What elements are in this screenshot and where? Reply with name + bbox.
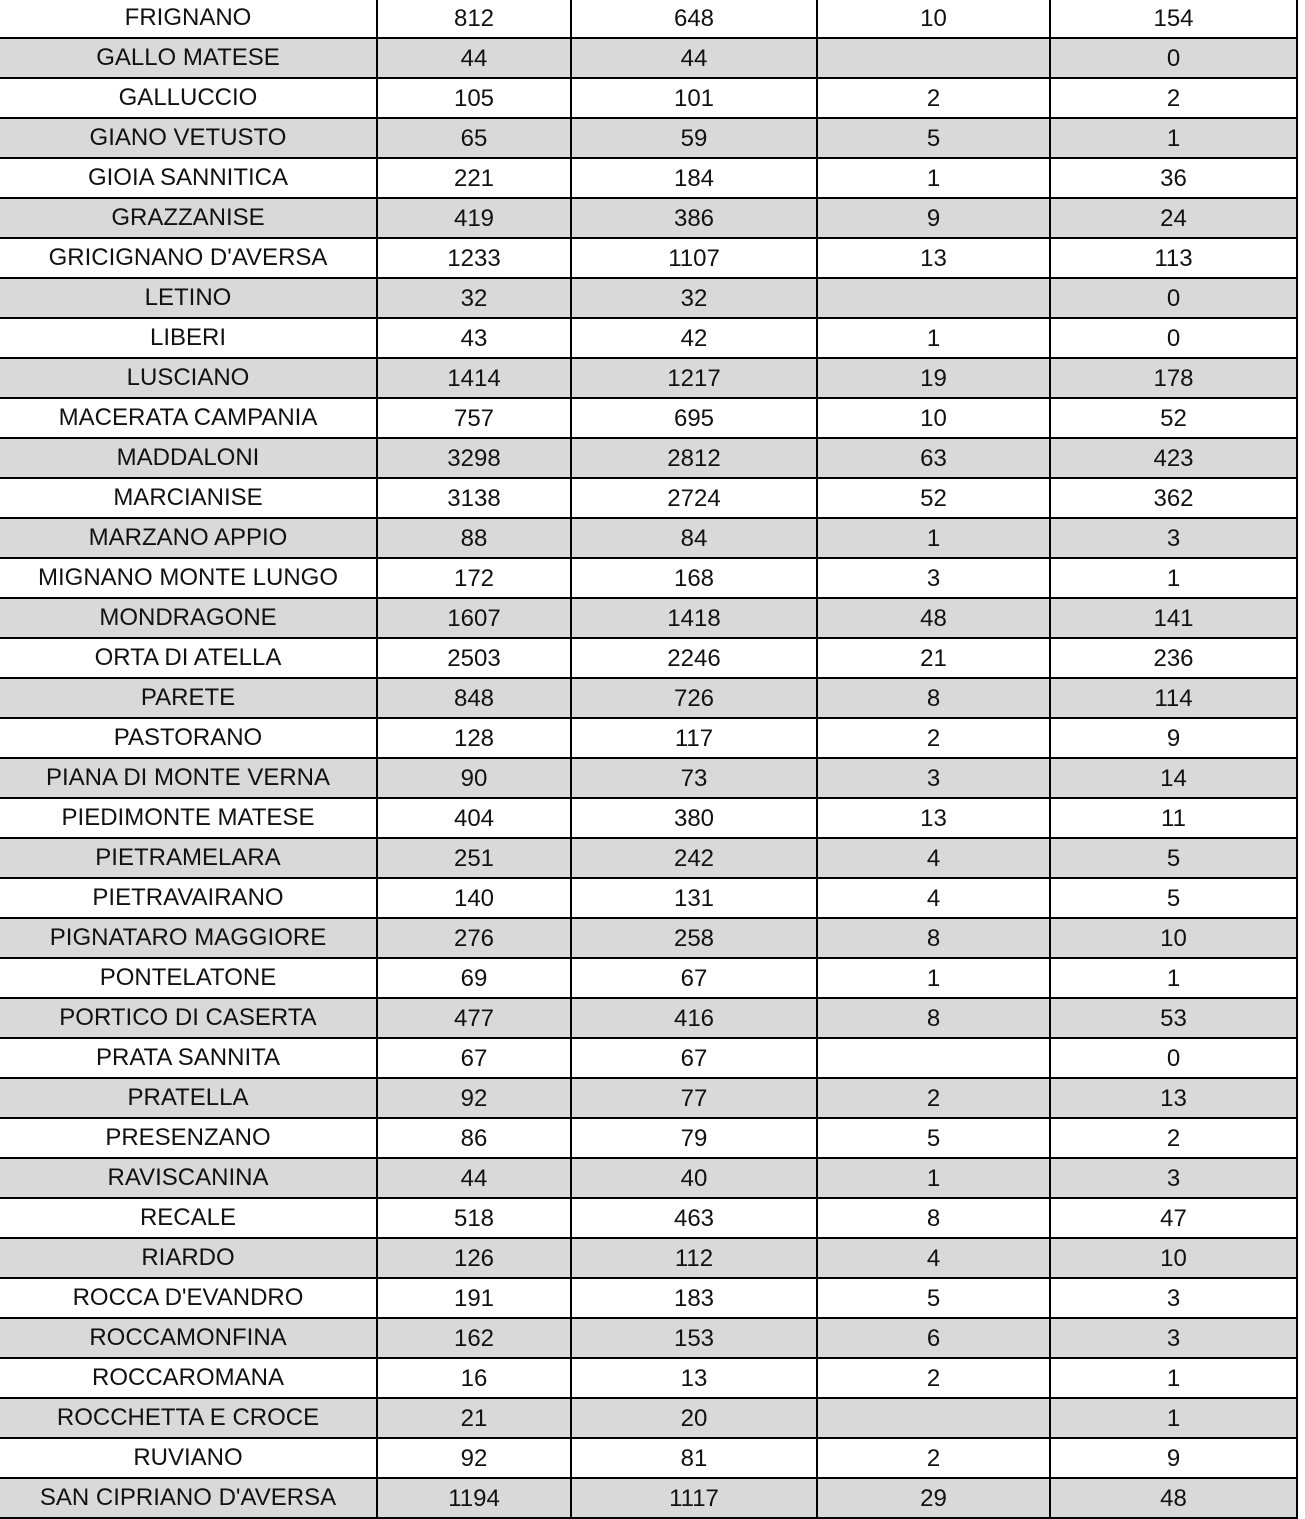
value-col-4-cell: 3 [1050,1278,1297,1318]
value-col-2-cell: 695 [571,398,817,438]
value-col-1-cell: 477 [377,998,571,1038]
value-col-2-cell: 2812 [571,438,817,478]
municipality-cell: PRESENZANO [0,1118,377,1158]
value-col-3-cell: 13 [817,238,1050,278]
municipality-cell: ROCCAMONFINA [0,1318,377,1358]
table-row [0,478,1297,518]
table-row [0,1038,1297,1078]
value-col-4-cell: 1 [1050,558,1297,598]
value-col-3-cell: 10 [817,0,1050,38]
value-col-3-cell: 2 [817,1438,1050,1478]
value-col-3-cell: 63 [817,438,1050,478]
municipality-cell: RIARDO [0,1238,377,1278]
table-row [0,878,1297,918]
municipality-cell: GALLO MATESE [0,38,377,78]
table-row [0,838,1297,878]
table-row [0,198,1297,238]
value-col-1-cell: 1414 [377,358,571,398]
value-col-4-cell: 141 [1050,598,1297,638]
value-col-2-cell: 1418 [571,598,817,638]
value-col-1-cell: 105 [377,78,571,118]
value-col-1-cell: 2503 [377,638,571,678]
table-row [0,1318,1297,1358]
value-col-3-cell: 10 [817,398,1050,438]
municipality-cell: PASTORANO [0,718,377,758]
table-row [0,958,1297,998]
value-col-2-cell: 77 [571,1078,817,1118]
value-col-2-cell: 648 [571,0,817,38]
value-col-1-cell: 191 [377,1278,571,1318]
value-col-3-cell: 29 [817,1478,1050,1518]
value-col-1-cell: 162 [377,1318,571,1358]
value-col-1-cell: 92 [377,1438,571,1478]
value-col-4-cell: 11 [1050,798,1297,838]
table-row [0,318,1297,358]
value-col-1-cell: 419 [377,198,571,238]
value-col-2-cell: 1217 [571,358,817,398]
municipality-cell: PRATA SANNITA [0,1038,377,1078]
value-col-2-cell: 42 [571,318,817,358]
value-col-2-cell: 117 [571,718,817,758]
value-col-2-cell: 81 [571,1438,817,1478]
municipality-cell: ROCCA D'EVANDRO [0,1278,377,1318]
value-col-2-cell: 463 [571,1198,817,1238]
value-col-4-cell: 13 [1050,1078,1297,1118]
value-col-1-cell: 43 [377,318,571,358]
value-col-3-cell: 2 [817,1358,1050,1398]
table-row [0,1118,1297,1158]
value-col-3-cell: 4 [817,838,1050,878]
value-col-2-cell: 73 [571,758,817,798]
value-col-3-cell: 1 [817,958,1050,998]
value-col-1-cell: 69 [377,958,571,998]
value-col-3-cell [817,278,1050,318]
municipality-cell: GRAZZANISE [0,198,377,238]
value-col-3-cell: 5 [817,1118,1050,1158]
table-row [0,638,1297,678]
value-col-3-cell: 9 [817,198,1050,238]
value-col-4-cell: 362 [1050,478,1297,518]
value-col-2-cell: 112 [571,1238,817,1278]
value-col-1-cell: 3138 [377,478,571,518]
table-row [0,78,1297,118]
value-col-1-cell: 251 [377,838,571,878]
municipality-cell: RECALE [0,1198,377,1238]
value-col-1-cell: 3298 [377,438,571,478]
municipality-cell: LUSCIANO [0,358,377,398]
value-col-4-cell: 113 [1050,238,1297,278]
value-col-1-cell: 757 [377,398,571,438]
value-col-3-cell: 48 [817,598,1050,638]
value-col-4-cell: 1 [1050,958,1297,998]
value-col-2-cell: 32 [571,278,817,318]
value-col-2-cell: 59 [571,118,817,158]
table-row [0,1478,1297,1518]
value-col-3-cell: 4 [817,878,1050,918]
value-col-1-cell: 276 [377,918,571,958]
municipality-cell: PIGNATARO MAGGIORE [0,918,377,958]
value-col-4-cell: 178 [1050,358,1297,398]
value-col-1-cell: 90 [377,758,571,798]
table-row [0,1158,1297,1198]
value-col-1-cell: 848 [377,678,571,718]
value-col-1-cell: 126 [377,1238,571,1278]
value-col-4-cell: 0 [1050,278,1297,318]
table-row [0,238,1297,278]
value-col-2-cell: 20 [571,1398,817,1438]
value-col-3-cell: 5 [817,118,1050,158]
value-col-4-cell: 5 [1050,878,1297,918]
table-row [0,38,1297,78]
municipality-cell: GRICIGNANO D'AVERSA [0,238,377,278]
value-col-3-cell: 3 [817,758,1050,798]
municipality-cell: RAVISCANINA [0,1158,377,1198]
table-row [0,1398,1297,1438]
table-row [0,1438,1297,1478]
value-col-4-cell: 0 [1050,38,1297,78]
municipality-cell: PORTICO DI CASERTA [0,998,377,1038]
municipality-cell: GIOIA SANNITICA [0,158,377,198]
value-col-4-cell: 0 [1050,1038,1297,1078]
table-row [0,1358,1297,1398]
value-col-4-cell: 154 [1050,0,1297,38]
municipality-cell: PRATELLA [0,1078,377,1118]
value-col-1-cell: 1607 [377,598,571,638]
table-row [0,518,1297,558]
value-col-4-cell: 9 [1050,1438,1297,1478]
value-col-1-cell: 1194 [377,1478,571,1518]
value-col-1-cell: 404 [377,798,571,838]
municipality-cell: SAN CIPRIANO D'AVERSA [0,1478,377,1518]
value-col-2-cell: 2724 [571,478,817,518]
municipality-cell: MIGNANO MONTE LUNGO [0,558,377,598]
value-col-4-cell: 1 [1050,1398,1297,1438]
value-col-4-cell: 236 [1050,638,1297,678]
value-col-4-cell: 2 [1050,1118,1297,1158]
value-col-1-cell: 92 [377,1078,571,1118]
value-col-2-cell: 416 [571,998,817,1038]
value-col-1-cell: 172 [377,558,571,598]
municipality-cell: ROCCAROMANA [0,1358,377,1398]
value-col-2-cell: 67 [571,958,817,998]
table-row [0,358,1297,398]
value-col-1-cell: 1233 [377,238,571,278]
value-col-2-cell: 1107 [571,238,817,278]
value-col-4-cell: 9 [1050,718,1297,758]
value-col-2-cell: 131 [571,878,817,918]
value-col-4-cell: 10 [1050,918,1297,958]
value-col-4-cell: 14 [1050,758,1297,798]
value-col-4-cell: 423 [1050,438,1297,478]
municipality-cell: MARCIANISE [0,478,377,518]
value-col-1-cell: 88 [377,518,571,558]
table-row [0,158,1297,198]
value-col-3-cell: 1 [817,518,1050,558]
value-col-2-cell: 101 [571,78,817,118]
value-col-3-cell: 3 [817,558,1050,598]
table-row [0,1198,1297,1238]
value-col-1-cell: 44 [377,1158,571,1198]
municipality-cell: PIETRAVAIRANO [0,878,377,918]
value-col-4-cell: 2 [1050,78,1297,118]
value-col-2-cell: 2246 [571,638,817,678]
value-col-2-cell: 13 [571,1358,817,1398]
value-col-4-cell: 5 [1050,838,1297,878]
municipality-cell: PONTELATONE [0,958,377,998]
value-col-2-cell: 44 [571,38,817,78]
table-row [0,558,1297,598]
value-col-2-cell: 258 [571,918,817,958]
table-row [0,798,1297,838]
value-col-2-cell: 67 [571,1038,817,1078]
value-col-2-cell: 183 [571,1278,817,1318]
value-col-2-cell: 184 [571,158,817,198]
value-col-3-cell: 19 [817,358,1050,398]
value-col-1-cell: 518 [377,1198,571,1238]
table-row [0,1078,1297,1118]
municipality-cell: PIETRAMELARA [0,838,377,878]
value-col-4-cell: 48 [1050,1478,1297,1518]
municipality-cell: LETINO [0,278,377,318]
value-col-3-cell [817,1398,1050,1438]
table-row [0,1278,1297,1318]
value-col-1-cell: 32 [377,278,571,318]
table-row [0,918,1297,958]
value-col-3-cell: 8 [817,918,1050,958]
value-col-3-cell: 13 [817,798,1050,838]
value-col-1-cell: 86 [377,1118,571,1158]
table-row [0,398,1297,438]
table-row [0,0,1297,38]
value-col-3-cell: 21 [817,638,1050,678]
table-row [0,118,1297,158]
table-row [0,998,1297,1038]
value-col-4-cell: 10 [1050,1238,1297,1278]
value-col-2-cell: 79 [571,1118,817,1158]
municipality-cell: PARETE [0,678,377,718]
table-row [0,598,1297,638]
value-col-3-cell: 4 [817,1238,1050,1278]
value-col-4-cell: 3 [1050,1158,1297,1198]
value-col-2-cell: 242 [571,838,817,878]
value-col-2-cell: 40 [571,1158,817,1198]
value-col-1-cell: 16 [377,1358,571,1398]
value-col-4-cell: 114 [1050,678,1297,718]
municipality-cell: GIANO VETUSTO [0,118,377,158]
value-col-4-cell: 47 [1050,1198,1297,1238]
value-col-3-cell: 8 [817,1198,1050,1238]
value-col-3-cell: 5 [817,1278,1050,1318]
value-col-1-cell: 140 [377,878,571,918]
municipality-cell: FRIGNANO [0,0,377,38]
value-col-3-cell: 8 [817,678,1050,718]
value-col-1-cell: 44 [377,38,571,78]
table-row [0,278,1297,318]
municipality-cell: ORTA DI ATELLA [0,638,377,678]
table-row [0,718,1297,758]
value-col-4-cell: 52 [1050,398,1297,438]
municipality-cell: PIEDIMONTE MATESE [0,798,377,838]
municipality-cell: ROCCHETTA E CROCE [0,1398,377,1438]
value-col-2-cell: 1117 [571,1478,817,1518]
value-col-1-cell: 65 [377,118,571,158]
table-row [0,438,1297,478]
value-col-3-cell: 8 [817,998,1050,1038]
value-col-4-cell: 1 [1050,1358,1297,1398]
value-col-2-cell: 386 [571,198,817,238]
value-col-3-cell: 52 [817,478,1050,518]
value-col-4-cell: 0 [1050,318,1297,358]
value-col-4-cell: 53 [1050,998,1297,1038]
value-col-3-cell: 2 [817,78,1050,118]
value-col-3-cell: 1 [817,318,1050,358]
municipality-cell: MONDRAGONE [0,598,377,638]
value-col-2-cell: 168 [571,558,817,598]
municipality-cell: LIBERI [0,318,377,358]
value-col-1-cell: 812 [377,0,571,38]
table-row [0,758,1297,798]
value-col-3-cell: 2 [817,1078,1050,1118]
municipality-cell: RUVIANO [0,1438,377,1478]
municipality-cell: GALLUCCIO [0,78,377,118]
value-col-1-cell: 67 [377,1038,571,1078]
value-col-3-cell: 2 [817,718,1050,758]
value-col-3-cell [817,38,1050,78]
municipality-cell: MARZANO APPIO [0,518,377,558]
municipality-cell: PIANA DI MONTE VERNA [0,758,377,798]
value-col-4-cell: 3 [1050,1318,1297,1358]
value-col-2-cell: 380 [571,798,817,838]
table-row [0,678,1297,718]
value-col-1-cell: 21 [377,1398,571,1438]
value-col-3-cell: 1 [817,158,1050,198]
value-col-3-cell: 6 [817,1318,1050,1358]
value-col-4-cell: 1 [1050,118,1297,158]
table-row [0,1238,1297,1278]
municipality-cell: MADDALONI [0,438,377,478]
value-col-3-cell: 1 [817,1158,1050,1198]
value-col-4-cell: 3 [1050,518,1297,558]
municipality-cell: MACERATA CAMPANIA [0,398,377,438]
value-col-2-cell: 726 [571,678,817,718]
value-col-4-cell: 24 [1050,198,1297,238]
value-col-2-cell: 153 [571,1318,817,1358]
value-col-1-cell: 221 [377,158,571,198]
value-col-2-cell: 84 [571,518,817,558]
value-col-3-cell [817,1038,1050,1078]
value-col-1-cell: 128 [377,718,571,758]
value-col-4-cell: 36 [1050,158,1297,198]
